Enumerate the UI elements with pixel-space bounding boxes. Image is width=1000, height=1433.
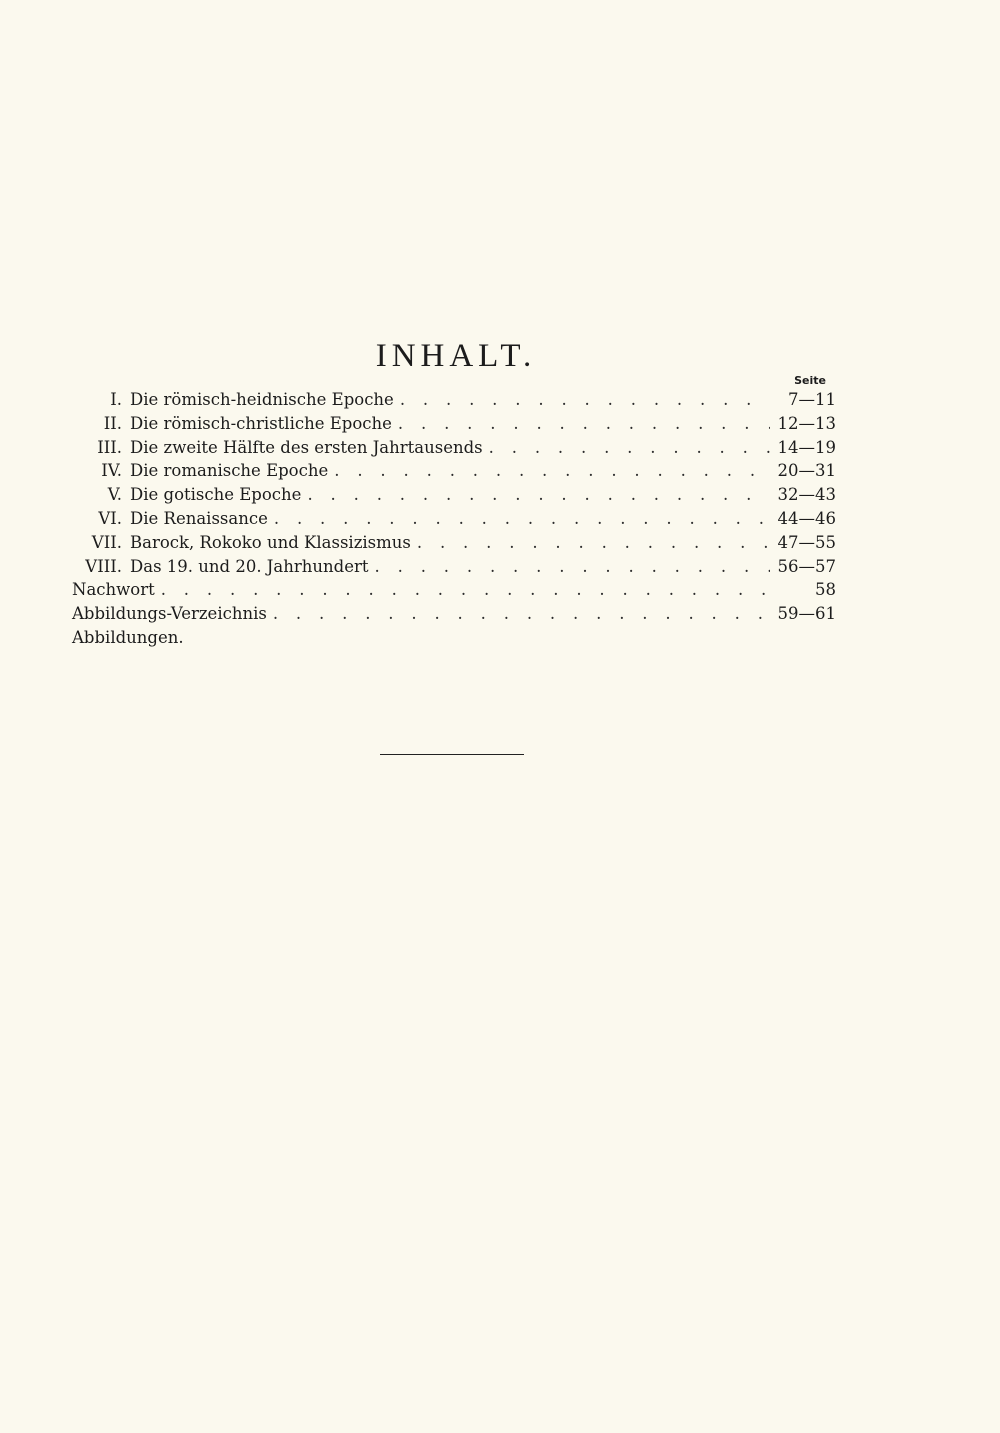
toc-entry-title: Abbildungs-Verzeichnis [72, 604, 267, 624]
toc-entry-pages: 58 [815, 580, 836, 600]
toc-entry-title: Nachwort [72, 580, 155, 600]
closing-rule [380, 754, 524, 755]
toc-entry-number: III. [97, 437, 122, 457]
dot-leader [375, 555, 770, 579]
dot-leader [400, 388, 770, 412]
toc-entry [72, 483, 836, 507]
toc-entry-number: IV. [101, 461, 122, 481]
toc-entry [72, 412, 836, 436]
toc-entry [72, 602, 836, 626]
toc-entry-pages: 32—43 [777, 485, 836, 505]
toc-entry [72, 436, 836, 460]
toc-entry-number: VIII. [85, 556, 122, 576]
toc-entry-pages: 7—11 [788, 390, 836, 409]
toc-entry-title: Die Renaissance [130, 508, 268, 528]
toc-entry [72, 626, 836, 650]
toc-entry-number: VII. [91, 532, 122, 552]
dot-leader [274, 507, 770, 531]
page-column-header: Seite [794, 374, 826, 387]
toc-entry [72, 555, 836, 579]
toc-entry [72, 388, 836, 412]
table-of-contents [72, 374, 836, 650]
dot-leader [417, 531, 770, 555]
toc-entry-title: Die römisch-christliche Epoche [130, 413, 392, 433]
toc-entry-title: Die römisch-heidnische Epoche [130, 390, 394, 409]
toc-entry-number: I. [110, 390, 122, 409]
toc-entry-pages: 44—46 [777, 508, 836, 528]
toc-entry-pages: 56—57 [777, 556, 836, 576]
toc-entry-pages: 59—61 [777, 604, 836, 624]
toc-entry [72, 507, 836, 531]
toc-entry-pages: 47—55 [777, 532, 836, 552]
toc-entry-title: Die romanische Epoche [130, 461, 329, 481]
dot-leader [161, 578, 770, 602]
toc-entry-number: II. [103, 413, 122, 433]
toc-entry-title: Die zweite Hälfte des ersten Jahrtausends [130, 437, 483, 457]
toc-entry-pages: 12—13 [777, 413, 836, 433]
dot-leader [489, 436, 770, 460]
toc-entry-number: V. [107, 485, 122, 505]
toc-entry-pages: 20—31 [777, 461, 836, 481]
toc-entry-pages: 14—19 [777, 437, 836, 457]
toc-entry [72, 531, 836, 555]
toc-entries [72, 388, 836, 650]
dot-leader [273, 602, 770, 626]
dot-leader [334, 459, 770, 483]
toc-entry-title: Das 19. und 20. Jahrhundert [130, 556, 369, 576]
toc-entry [72, 578, 836, 602]
toc-entry-number: VI. [98, 508, 122, 528]
toc-entry [72, 459, 836, 483]
toc-entry-title: Die gotische Epoche [130, 485, 302, 505]
toc-entry-title: Abbildungen. [72, 627, 184, 647]
toc-entry-title: Barock, Rokoko und Klassizismus [130, 532, 411, 552]
page-title: INHALT. [375, 338, 537, 374]
dot-leader [398, 412, 770, 436]
dot-leader [307, 483, 770, 507]
